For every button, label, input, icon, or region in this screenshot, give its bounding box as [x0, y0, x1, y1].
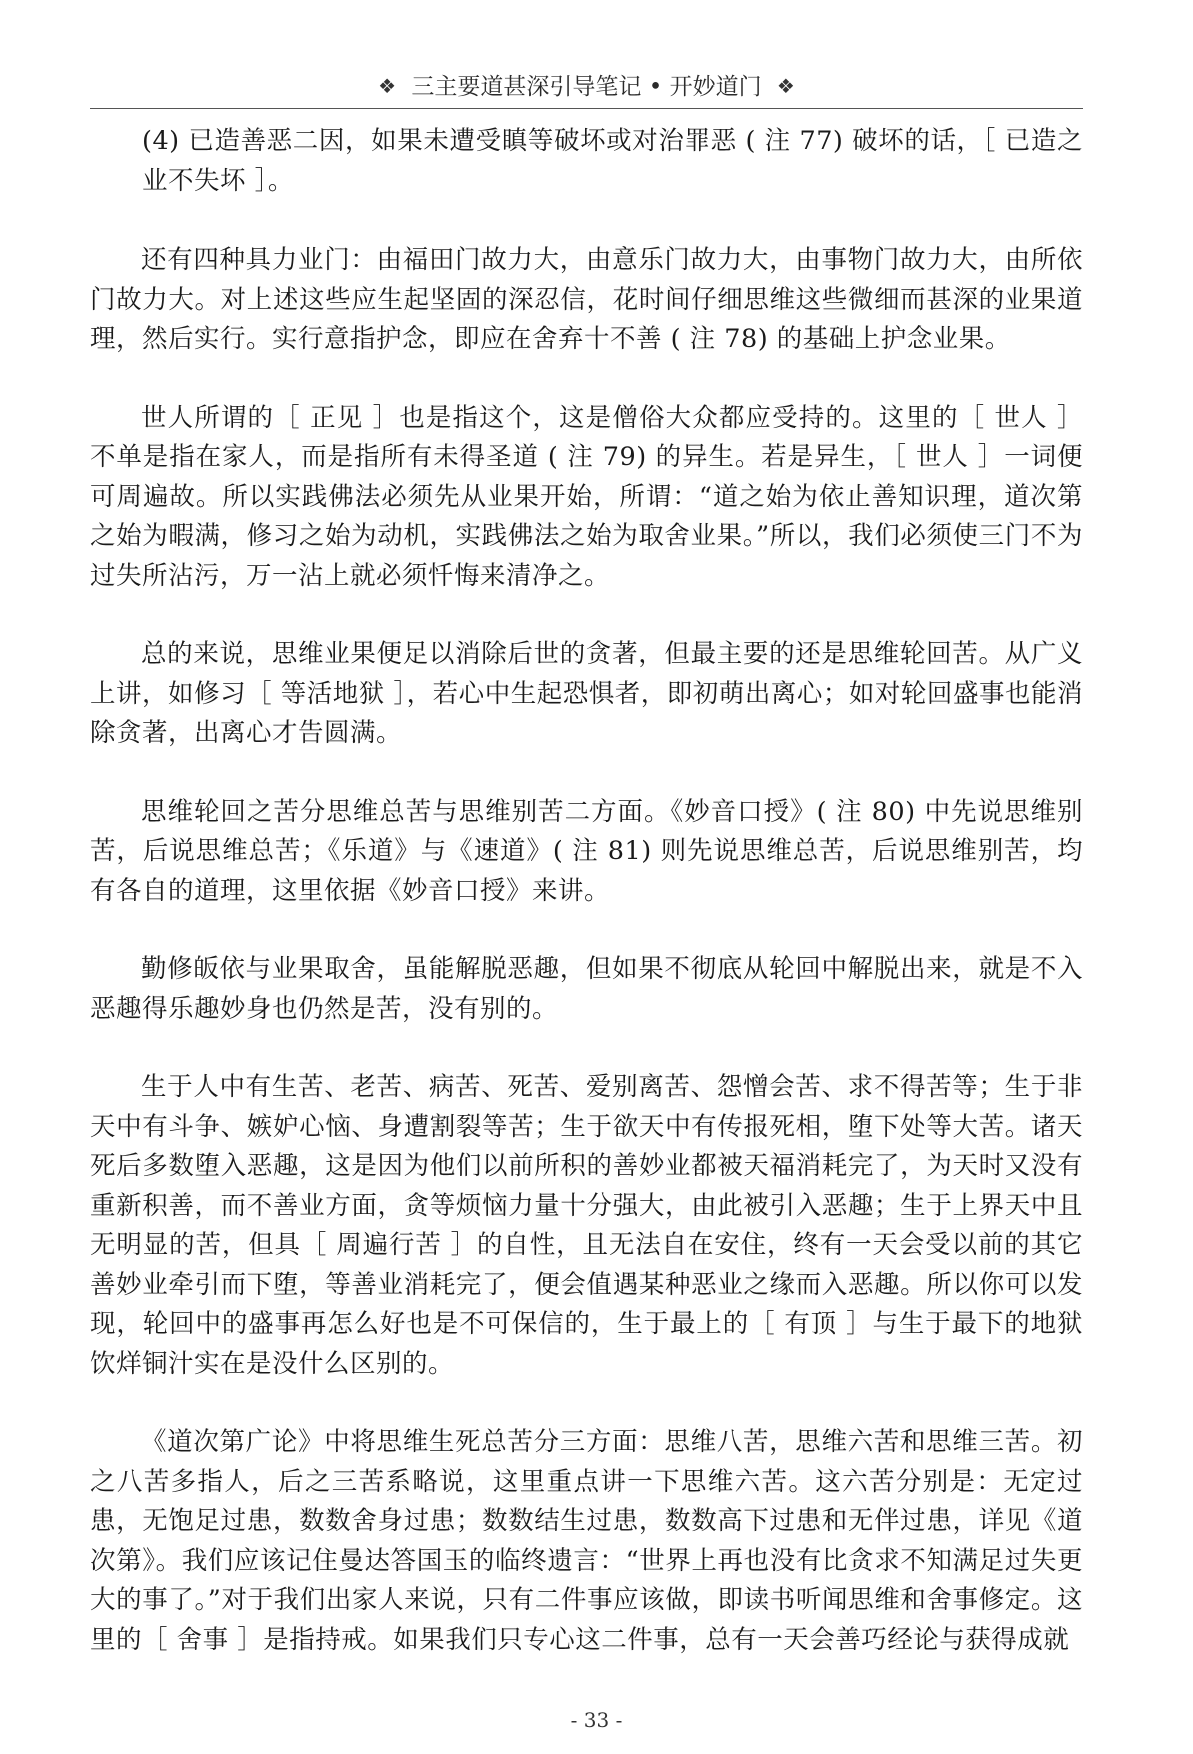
- paragraph-4: 总的来说，思维业果便足以消除后世的贪著，但最主要的还是思维轮回苦。从广义上讲，如修习［ 等活地狱 ］，若心中生起恐惧者，即初萌出离心；如对轮回盛事也能消除贪著，出离心才告圆满。: [90, 639, 1083, 748]
- body-text: [90, 122, 1083, 1699]
- paragraph-5: 思维轮回之苦分思维总苦与思维别苦二方面。《妙音口授》( 注 80) 中先说思维别苦，后说思维总苦；《乐道》与《速道》( 注 81) 则先说思维总苦，后说思维别苦，均有各自的道理，这里依据《妙音口授》来讲。: [90, 796, 1083, 906]
- paragraph-2: 还有四种具力业门：由福田门故力大，由意乐门故力大，由事物门故力大，由所依门故力大。对上述这些应生起坚固的深忍信，花时间仔细思维这些微细而甚深的业果道理，然后实行。实行意指护念，即应在舍弃十不善 ( 注 78) 的基础上护念业果。: [90, 245, 1083, 354]
- paragraph-7: 生于人中有生苦、老苦、病苦、死苦、爱别离苦、怨憎会苦、求不得苦等；生于非天中有斗争、嫉妒心恼、身遭割裂等苦；生于欲天中有传报死相，堕下处等大苦。诸天死后多数堕入恶趣，这是因为他们以前所积的善妙业都被天福消耗完了，为天时又没有重新积善，而不善业方面，贪等烦恼力量十分强大，由此被引入恶趣；生于上界天中且无明显的苦，但具［ 周遍行苦 ］的自性，且无法自在安住，终有一天会受以前的其它善妙业牵引而下堕，等善业消耗完了，便会值遇某种恶业之缘而入恶趣。所以你可以发现，轮回中的盛事再怎么好也是不可保信的，生于最上的［ 有顶 ］与生于最下的地狱饮烊铜汁实在是没什么区别的。: [90, 1072, 1083, 1379]
- header-title: 三主要道甚深引导笔记 • 开妙道门: [411, 74, 762, 100]
- page-number: - 33 -: [570, 1708, 623, 1732]
- running-header: [90, 64, 1083, 109]
- paragraph-6: 勤修皈依与业果取舍，虽能解脱恶趣，但如果不彻底从轮回中解脱出来，就是不入恶趣得乐趣妙身也仍然是苦，没有别的。: [90, 954, 1083, 1024]
- paragraph-8: 《道次第广论》中将思维生死总苦分三方面：思维八苦，思维六苦和思维三苦。初之八苦多指人，后之三苦系略说，这里重点讲一下思维六苦。这六苦分别是：无定过患，无饱足过患，数数舍身过患；数数结生过患，数数高下过患和无伴过患，详见《道次第》。我们应该记住曼达答国玉的临终遗言：“世界上再也没有比贪求不知满足过失更大的事了。”对于我们出家人来说，只有二件事应该做，即读书听闻思维和舍事修定。这里的［ 舍事 ］是指持戒。如果我们只专心这二件事，总有一天会善巧经论与获得成就: [90, 1427, 1083, 1655]
- paragraph-1: (4) 已造善恶二因，如果未遭受瞋等破坏或对治罪恶 ( 注 77) 破坏的话，［ 已造之业不失坏 ］。: [142, 126, 1083, 196]
- ornament-left-icon: ❖: [378, 74, 397, 98]
- paragraph-3: 世人所谓的［ 正见 ］也是指这个，这是僧俗大众都应受持的。这里的［ 世人 ］不单是指在家人，而是指所有未得圣道 ( 注 79) 的异生。若是异生，［ 世人 ］一词便可周遍故。所以实践佛法必须先从业果开始，所谓：“道之始为依止善知识理，道次第之始为暇满，修习之始为动机，实践佛法之始为取舍业果。”所以，我们必须使三门不为过失所沾污，万一沾上就必须忏悔来清净之。: [90, 402, 1083, 591]
- ornament-right-icon: ❖: [776, 74, 795, 98]
